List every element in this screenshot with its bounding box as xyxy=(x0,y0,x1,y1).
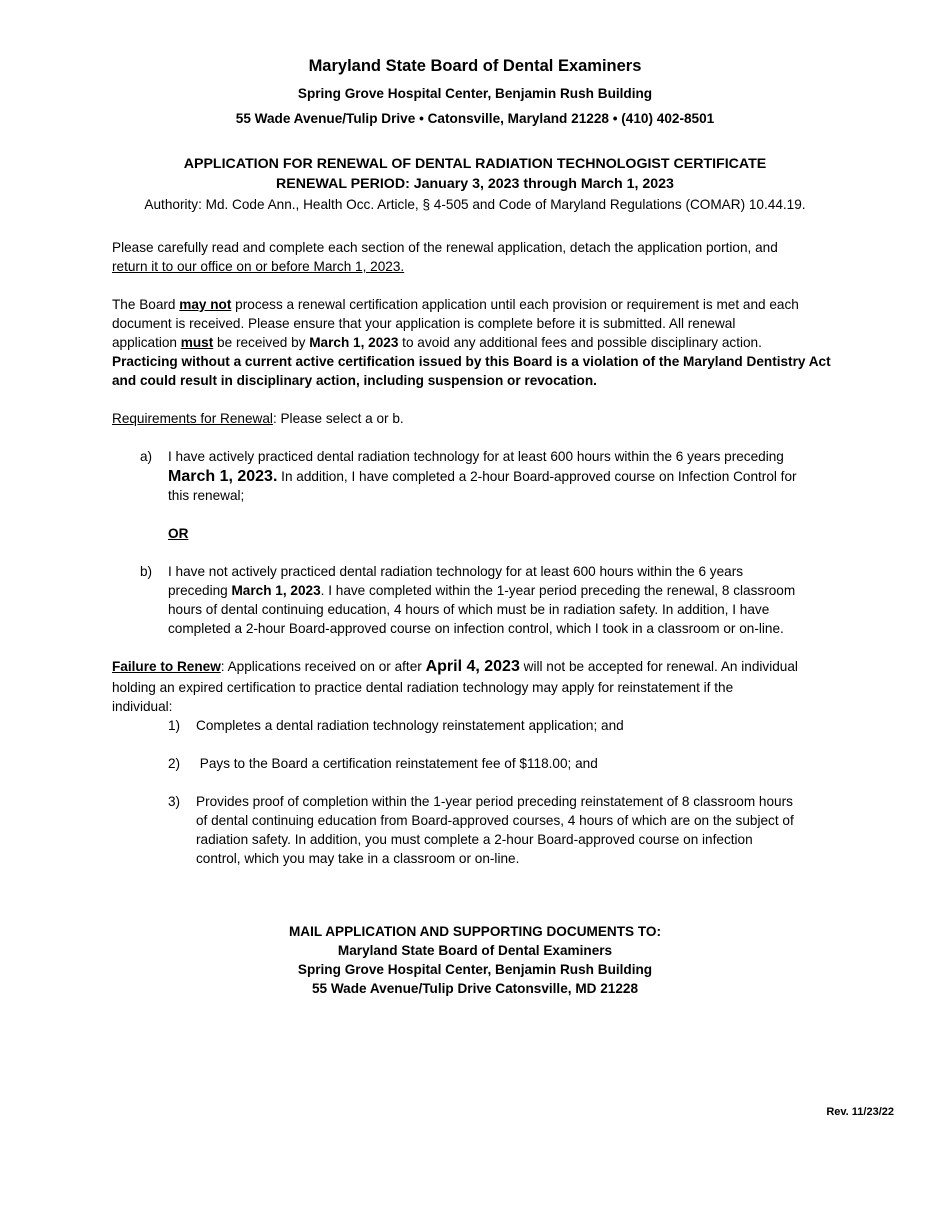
reinstatement-item-1-num: 1) xyxy=(168,718,181,733)
failure-line-2: holding an expired certification to practice dental radiation technology may apply for reinstatement if the xyxy=(112,680,734,695)
option-b-line-3: hours of dental continuing education, 4 hours of which must be in radiation safety. In addition, I have xyxy=(168,602,770,617)
option-b-label: b) xyxy=(140,564,153,579)
reinstatement-item-2-num: 2) xyxy=(168,756,181,771)
warning-line-2: and could result in disciplinary action, including suspension or revocation. xyxy=(112,373,597,388)
org-address: 55 Wade Avenue/Tulip Drive • Catonsville, Maryland 21228 • (410) 402-8501 xyxy=(235,111,715,126)
org-title: Maryland State Board of Dental Examiners xyxy=(308,57,642,75)
mail-org: Maryland State Board of Dental Examiners xyxy=(337,943,613,958)
requirements-heading-line: Requirements for Renewal: Please select a or b. xyxy=(112,411,404,426)
reinstatement-item-3-line-2: of dental continuing education from Board-approved courses, 4 hours of which are on the subject of xyxy=(196,813,794,828)
reinstatement-item-3-line-4: control, which you may take in a classroom or on-line. xyxy=(196,851,520,866)
option-b-line-2: preceding March 1, 2023. I have completed within the 1-year period preceding the renewal, 8 classroom xyxy=(168,583,796,598)
board-paragraph-line-1: The Board may not process a renewal certification application until each provision or requirement is met and each xyxy=(112,297,799,312)
option-b-date: March 1, 2023 xyxy=(231,583,321,598)
option-b-line-1: I have not actively practiced dental radiation technology for at least 600 hours within the 6 years xyxy=(168,564,744,579)
option-a-line-2: March 1, 2023. In addition, I have completed a 2-hour Board-approved course on Infection Control for xyxy=(168,468,797,485)
failure-line-3: individual: xyxy=(112,699,173,714)
mail-building: Spring Grove Hospital Center, Benjamin Rush Building xyxy=(297,962,653,977)
mail-address: 55 Wade Avenue/Tulip Drive Catonsville, MD 21228 xyxy=(311,981,639,996)
may-not-emphasis: may not xyxy=(179,297,232,312)
intro-line-2: return it to our office on or before March 1, 2023. xyxy=(112,259,405,274)
revision-date: Rev. 11/23/22 xyxy=(826,1106,894,1118)
option-b-line-4: completed a 2-hour Board-approved course on infection control, which I took in a classroom or on-line. xyxy=(168,621,784,636)
form-title: APPLICATION FOR RENEWAL OF DENTAL RADIATION TECHNOLOGIST CERTIFICATE xyxy=(183,156,767,172)
mail-heading: MAIL APPLICATION AND SUPPORTING DOCUMENTS TO: xyxy=(288,924,662,939)
intro-line-1: Please carefully read and complete each section of the renewal application, detach the application portion, and xyxy=(112,240,778,255)
deadline-date: March 1, 2023 xyxy=(309,335,399,350)
board-paragraph-line-2: document is received. Please ensure that your application is complete before it is submitted. All renewal xyxy=(112,316,736,331)
reinstatement-item-3-line-1: Provides proof of completion within the 1-year period preceding reinstatement of 8 classroom hours xyxy=(196,794,793,809)
reinstatement-item-3-line-3: radiation safety. In addition, you must complete a 2-hour Board-approved course on infection xyxy=(196,832,753,847)
renewal-period: RENEWAL PERIOD: January 3, 2023 through March 1, 2023 xyxy=(276,176,674,192)
option-a-label: a) xyxy=(140,449,153,464)
board-paragraph-line-3: application must be received by March 1, 2023 to avoid any additional fees and possible disciplinary action. xyxy=(112,335,762,350)
warning-line-1: Practicing without a current active certification issued by this Board is a violation of the Maryland Dentistry Act xyxy=(112,354,831,369)
option-a-date: March 1, 2023. xyxy=(168,468,278,485)
or-separator: OR xyxy=(168,526,189,541)
org-building: Spring Grove Hospital Center, Benjamin Rush Building xyxy=(297,86,653,101)
option-a-line-3: this renewal; xyxy=(168,488,245,503)
option-a-line-1: I have actively practiced dental radiation technology for at least 600 hours within the 6 years preceding xyxy=(168,449,784,464)
failure-heading: Failure to Renew xyxy=(112,659,221,674)
reinstatement-item-1: Completes a dental radiation technology reinstatement application; and xyxy=(196,718,624,733)
failure-date: April 4, 2023 xyxy=(425,658,520,675)
requirements-heading: Requirements for Renewal xyxy=(112,411,273,426)
must-emphasis: must xyxy=(180,335,214,350)
authority-citation: Authority: Md. Code Ann., Health Occ. Article, § 4-505 and Code of Maryland Regulations (COMAR) 10.44.19. xyxy=(144,197,806,212)
reinstatement-item-2: Pays to the Board a certification reinstatement fee of $118.00; and xyxy=(196,756,598,771)
failure-line-1: Failure to Renew: Applications received on or after April 4, 2023 will not be accepted for renewal. An individual xyxy=(112,658,798,675)
reinstatement-item-3-num: 3) xyxy=(168,794,181,809)
